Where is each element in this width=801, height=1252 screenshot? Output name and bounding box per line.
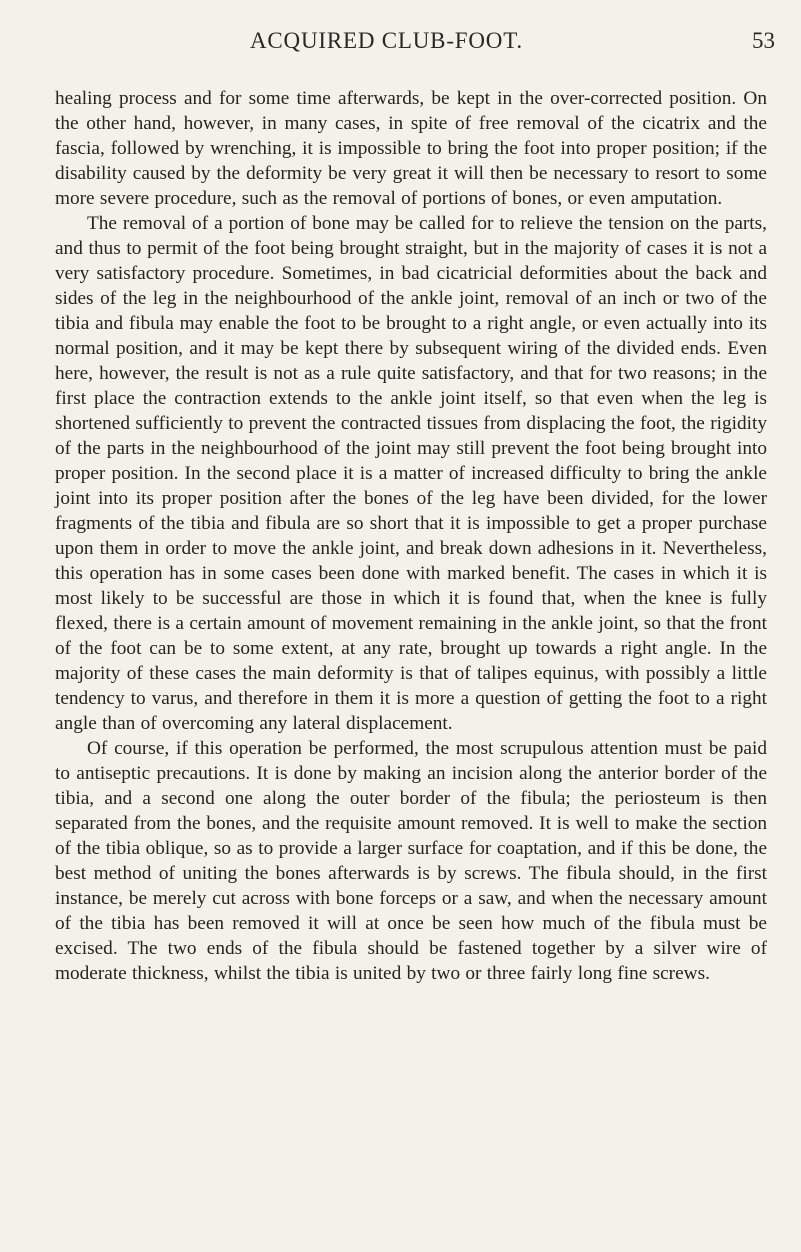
body-text [55, 86, 767, 986]
paragraph-bone-removal: The removal of a portion of bone may be called for to relieve the tension on the parts, and thus to permit of the foot being brought straight, but in the majority of cases it is not a very satisfactory procedure. Sometimes, in bad cicatricial deformities about the back and sides of the leg in the neighbourhood of the ankle joint, removal of an inch or two of the tibia and fibula may enable the foot to be brought to a right angle, or even actually into its normal position, and it may be kept there by subsequent wiring of the divided ends. Even here, however, the result is not as a rule quite satisfactory, and that for two reasons; in the first place the contraction extends to the ankle joint itself, so that even when the leg is shortened sufficiently to prevent the contracted tissues from displacing the foot, the rigidity of the parts in the neighbourhood of the joint may still prevent the foot being brought into proper position. In the second place it is a matter of increased difficulty to bring the ankle joint into its proper position after the bones of the leg have been divided, for the lower fragments of the tibia and fibula are so short that it is impossible to get a proper purchase upon them in order to move the ankle joint, and break down adhesions in it. Nevertheless, this operation has in some cases been done with marked benefit. The cases in which it is most likely to be successful are those in which it is found that, when the knee is fully flexed, there is a certain amount of movement remaining in the ankle joint, so that the front of the foot can be to some extent, at any rate, brought up towards a right angle. In the majority of these cases the main deformity is that of talipes equinus, with possibly a little tendency to varus, and therefore in them it is more a question of getting the foot to a right angle than of overcoming any lateral displacement. [55, 213, 767, 734]
paragraph-continued: healing process and for some time afterwards, be kept in the over-corrected position. On the other hand, however, in many cases, in spite of free removal of the cicatrix and the fascia, followed by wrenching, it is impossible to bring the foot into proper position; if the disability caused by the deformity be very great it will then be necessary to resort to some more severe procedure, such as the removal of portions of bones, or even amputation. [55, 88, 767, 209]
running-title: ACQUIRED CLUB-FOOT. [250, 28, 523, 53]
paragraph-operation-method: Of course, if this operation be performed, the most scrupulous attention must be paid to antiseptic precautions. It is done by making an incision along the anterior border of the tibia, and a second one along the outer border of the fibula; the periosteum is then separated from the bones, and the requisite amount removed. It is well to make the section of the tibia oblique, so as to provide a larger surface for coaptation, and if this be done, the best method of uniting the bones afterwards is by screws. The fibula should, in the first instance, be merely cut across with bone forceps or a saw, and when the necessary amount of the tibia has been removed it will at once be seen how much of the fibula must be excised. The two ends of the fibula should be fastened together by a silver wire of moderate thickness, whilst the tibia is united by two or three fairly long fine screws. [55, 738, 767, 984]
page-number: 53 [752, 28, 775, 53]
